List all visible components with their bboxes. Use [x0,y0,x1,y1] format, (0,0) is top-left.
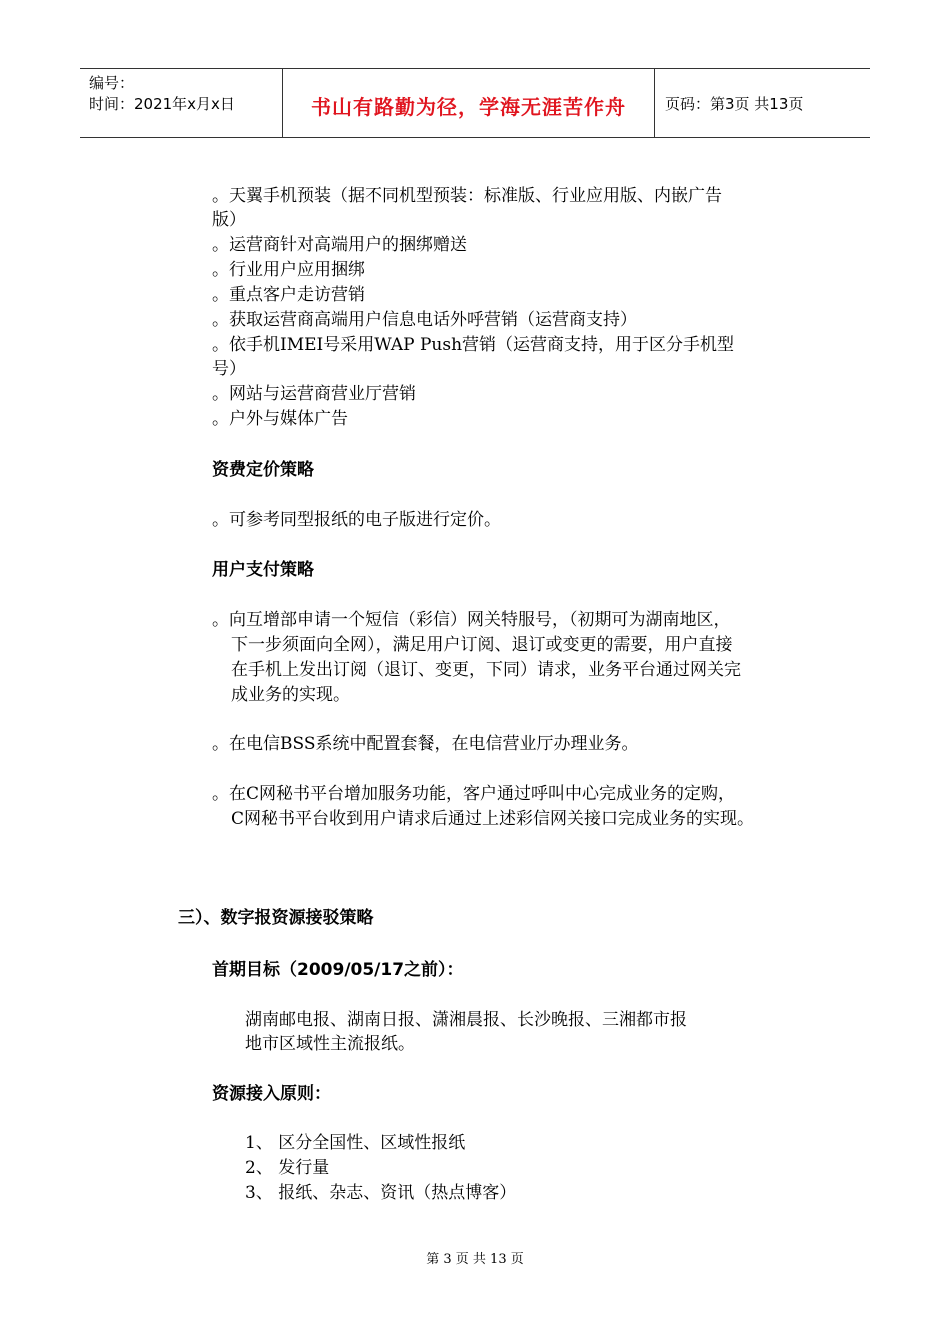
header-page-info: 页码：第3页 共13页 [665,95,804,113]
principle-heading: 资源接入原则： [212,1084,331,1104]
section3-heading: 三）、数字报资源接驳策略 [178,908,374,928]
channel-item: 。运营商针对高端用户的捆绑赠送 [212,235,467,255]
channel-item: 号） [212,359,246,379]
payment-item1-line: 成业务的实现。 [231,685,350,705]
channel-item: 。户外与媒体广告 [212,409,348,429]
channel-item: 。获取运营商高端用户信息电话外呼营销（运营商支持） [212,310,637,330]
payment-item3-line: C网秘书平台收到用户请求后通过上述彩信网关接口完成业务的实现。 [231,809,755,829]
channel-item: 。重点客户走访营销 [212,285,365,305]
payment-heading: 用户支付策略 [212,560,314,580]
goal-text-line: 湖南邮电报、湖南日报、潇湘晨报、长沙晚报、三湘都市报 [245,1010,687,1030]
payment-item1-line: 。向互增部申请一个短信（彩信）网关特服号，（初期可为湖南地区， [212,610,731,630]
pricing-text: 。可参考同型报纸的电子版进行定价。 [212,510,501,530]
channel-item: 。行业用户应用捆绑 [212,260,365,280]
channel-item: 。网站与运营商营业厅营销 [212,384,416,404]
header-table [80,68,870,138]
motto: 书山有路勤为径，学海无涯苦作舟 [311,95,626,119]
payment-item3-line: 。在C网秘书平台增加服务功能，客户通过呼叫中心完成业务的定购， [212,784,736,804]
payment-item2: 。在电信BSS系统中配置套餐，在电信营业厅办理业务。 [212,734,639,754]
payment-item1-line: 下一步须面向全网），满足用户订阅、退订或变更的需要，用户直接 [231,635,733,655]
pricing-heading: 资费定价策略 [212,460,314,480]
number-label: 编号： [89,74,135,92]
payment-item1-line: 在手机上发出订阅（退订、变更，下同）请求，业务平台通过网关完 [231,660,741,680]
principle-item: 1、 区分全国性、区域性报纸 [245,1133,466,1153]
goal-heading: 首期目标（2009/05/17之前）： [212,960,464,980]
goal-text-line: 地市区域性主流报纸。 [245,1034,415,1054]
header-left-cell [80,69,283,137]
header-center-cell [283,69,655,137]
channel-item: 。依手机IMEI号采用WAP Push营销（运营商支持，用于区分手机型 [212,335,735,355]
principle-item: 2、 发行量 [245,1158,330,1178]
time-label: 时间：2021年x月x日 [89,95,235,113]
principle-item: 3、 报纸、杂志、资讯（热点博客） [245,1183,517,1203]
page-footer: 第 3 页 共 13 页 [426,1252,524,1267]
channel-item: 版） [212,210,246,230]
channel-item: 。天翼手机预装（据不同机型预装：标准版、行业应用版、内嵌广告 [212,186,722,206]
